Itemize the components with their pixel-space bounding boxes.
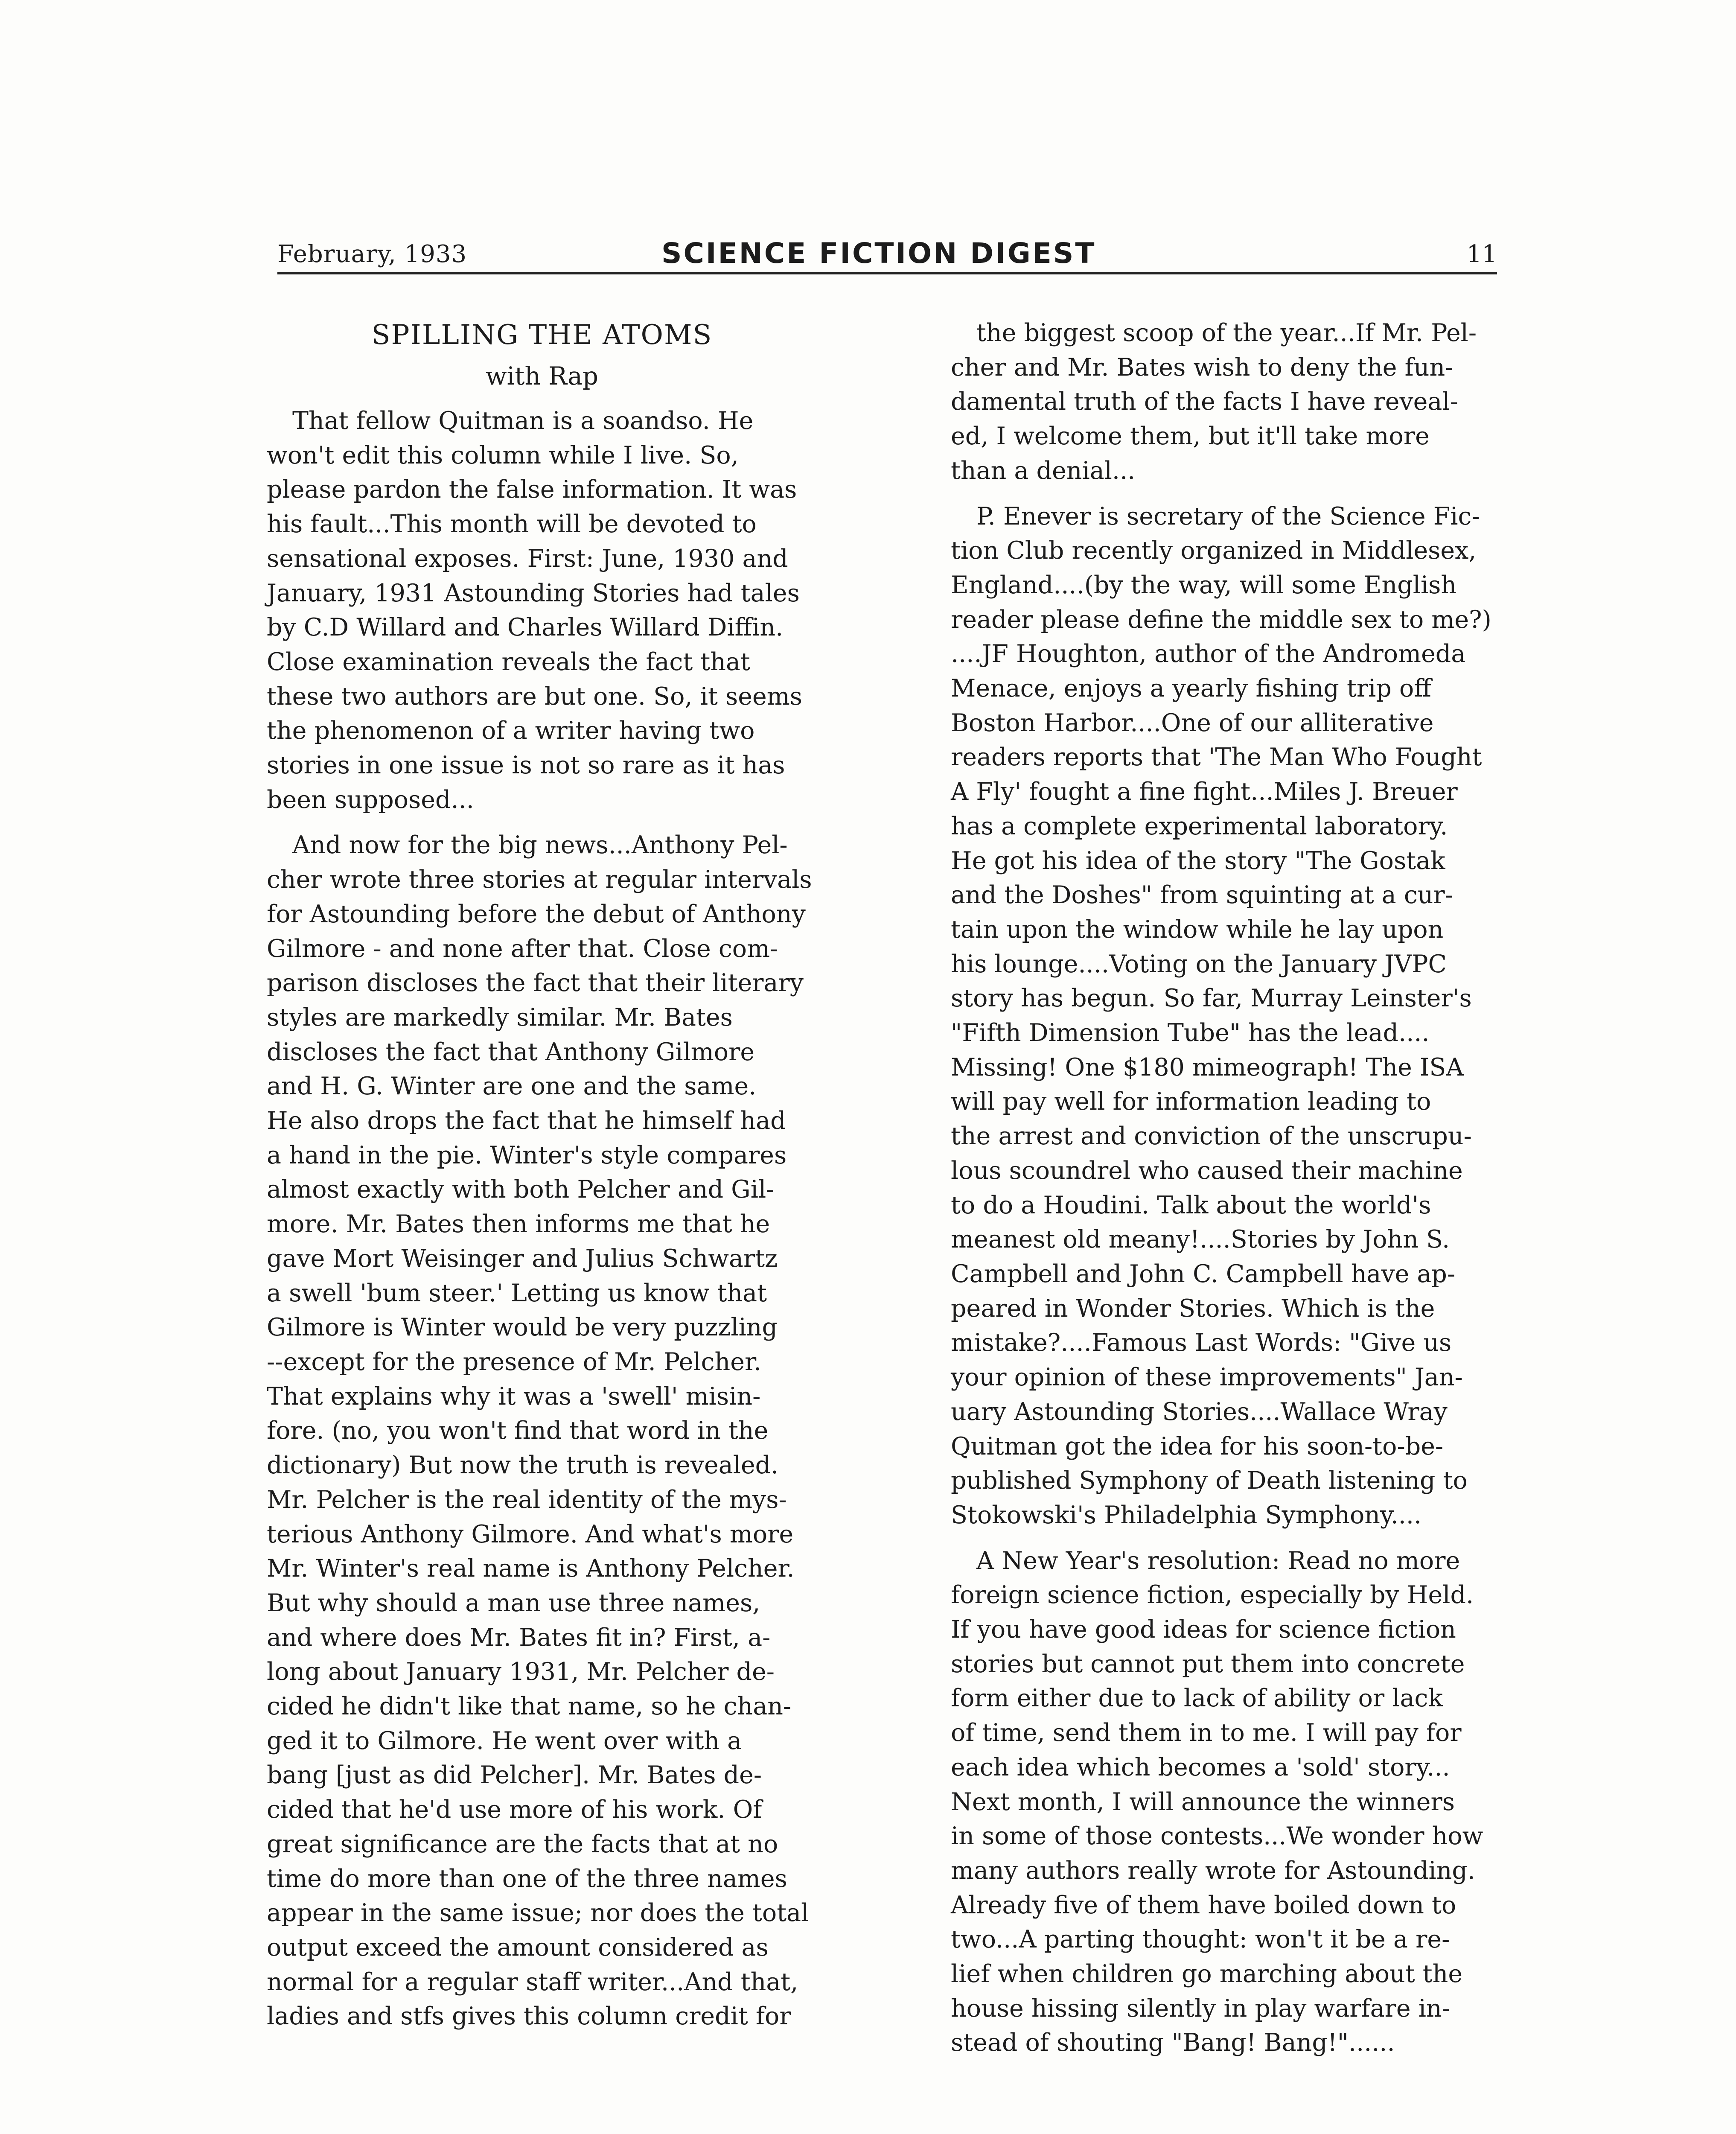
text-line: long about January 1931, Mr. Pelcher de- (267, 1658, 775, 1686)
text-line: output exceed the amount considered as (267, 1933, 769, 1962)
text-line: for Astounding before the debut of Anthony (267, 900, 806, 928)
text-line: won't edit this column while I live. So, (267, 441, 739, 469)
text-line: two...A parting thought: won't it be a re- (951, 1925, 1450, 1954)
text-line: A New Year's resolution: Read no more (976, 1546, 1460, 1575)
text-line: and where does Mr. Bates fit in? First, a- (267, 1623, 771, 1652)
text-line: lief when children go marching about the (951, 1960, 1463, 1988)
text-line: these two authors are but one. So, it seems (267, 682, 803, 711)
paragraph-gap (951, 1533, 1501, 1544)
text-line: He got his idea of the story "The Gostak (951, 846, 1445, 875)
text-line: uary Astounding Stories....Wallace Wray (951, 1397, 1448, 1426)
text-line: his fault...This month will be devoted to (267, 510, 757, 539)
text-line: Quitman got the idea for his soon-to-be- (951, 1432, 1444, 1461)
text-line: And now for the big news...Anthony Pel- (292, 831, 788, 860)
text-line: January, 1931 Astounding Stories had tales (267, 579, 800, 607)
text-line: the arrest and conviction of the unscrupu- (951, 1122, 1472, 1151)
text-line: That explains why it was a 'swell' misin- (267, 1382, 761, 1411)
text-line: terious Anthony Gilmore. And what's more (267, 1520, 794, 1548)
text-line: stories but cannot put them into concrete (951, 1650, 1465, 1678)
text-line: has a complete experimental laboratory. (951, 812, 1448, 840)
text-line: been supposed... (267, 785, 474, 814)
text-line: A Fly' fought a fine fight...Miles J. Breuer (951, 778, 1458, 806)
paragraph-gap (267, 817, 817, 828)
text-line: stories in one issue is not so rare as it has (267, 751, 785, 780)
text-line: normal for a regular staff writer...And that, (267, 1968, 798, 1996)
left-column (267, 316, 817, 2034)
text-line: than a denial... (951, 456, 1136, 485)
text-line: his lounge....Voting on the January JVPC (951, 950, 1447, 978)
text-line: cided he didn't like that name, so he chan- (267, 1692, 792, 1721)
text-line: lous scoundrel who caused their machine (951, 1156, 1463, 1185)
magazine-title: SCIENCE FICTION DIGEST (661, 237, 1096, 270)
text-line: a hand in the pie. Winter's style compares (267, 1141, 787, 1169)
text-line: form either due to lack of ability or lack (951, 1684, 1443, 1713)
text-line: in some of those contests...We wonder how (951, 1822, 1483, 1851)
text-line: Stokowski's Philadelphia Symphony.... (951, 1501, 1422, 1529)
text-line: tain upon the window while he lay upon (951, 915, 1444, 944)
text-line: Gilmore - and none after that. Close com- (267, 934, 778, 963)
text-line: --except for the presence of Mr. Pelcher. (267, 1347, 762, 1376)
text-line: more. Mr. Bates then informs me that he (267, 1210, 770, 1239)
text-line: many authors really wrote for Astounding. (951, 1856, 1476, 1885)
text-line: story has begun. So far, Murray Leinster's (951, 984, 1472, 1013)
article-byline: with Rap (485, 361, 598, 391)
paragraph-gap (951, 488, 1501, 499)
text-line: sensational exposes. First: June, 1930 and (267, 544, 788, 573)
text-line: cher wrote three stories at regular intervals (267, 866, 812, 894)
text-line: ....JF Houghton, author of the Andromeda (951, 640, 1466, 668)
text-line: gave Mort Weisinger and Julius Schwartz (267, 1244, 778, 1273)
text-line: published Symphony of Death listening to (951, 1466, 1468, 1495)
text-line: ed, I welcome them, but it'll take more (951, 422, 1430, 451)
issue-date: February, 1933 (277, 240, 467, 268)
text-line: will pay well for information leading to (951, 1087, 1431, 1116)
text-line: But why should a man use three names, (267, 1589, 760, 1617)
text-line: "Fifth Dimension Tube" has the lead.... (951, 1019, 1430, 1047)
text-line: He also drops the fact that he himself had (267, 1107, 786, 1135)
text-line: great significance are the facts that at no (267, 1830, 778, 1858)
text-line: each idea which becomes a 'sold' story... (951, 1753, 1450, 1781)
text-line: stead of shouting "Bang! Bang!"...... (951, 2029, 1395, 2057)
text-line: parison discloses the fact that their literary (267, 969, 804, 997)
text-line: That fellow Quitman is a soandso. He (292, 407, 754, 435)
text-line: discloses the fact that Anthony Gilmore (267, 1038, 755, 1066)
page-number: 11 (1466, 240, 1497, 268)
text-line: Campbell and John C. Campbell have ap- (951, 1259, 1456, 1288)
text-line: If you have good ideas for science fiction (951, 1615, 1456, 1644)
text-line: Missing! One $180 mimeograph! The ISA (951, 1053, 1464, 1082)
text-line: Mr. Pelcher is the real identity of the mys- (267, 1485, 787, 1514)
text-line: appear in the same issue; nor does the total (267, 1899, 809, 1927)
running-header (277, 234, 1497, 274)
text-line: Already five of them have boiled down to (951, 1891, 1456, 1919)
text-line: of time, send them in to me. I will pay for (951, 1719, 1462, 1747)
text-line: foreign science fiction, especially by Held. (951, 1581, 1474, 1609)
text-line: reader please define the middle sex to me?) (951, 605, 1491, 634)
text-line: and the Doshes" from squinting at a cur- (951, 881, 1453, 910)
text-line: and H. G. Winter are one and the same. (267, 1072, 757, 1101)
text-line: mistake?....Famous Last Words: "Give us (951, 1329, 1452, 1357)
text-line: almost exactly with both Pelcher and Gil- (267, 1175, 775, 1204)
text-line: Menace, enjoys a yearly fishing trip off (951, 674, 1431, 703)
text-line: Mr. Winter's real name is Anthony Pelcher. (267, 1554, 795, 1583)
text-line: styles are markedly similar. Mr. Bates (267, 1003, 733, 1032)
right-column (951, 316, 1501, 2060)
text-line: please pardon the false information. It was (267, 475, 797, 504)
text-line: Gilmore is Winter would be very puzzling (267, 1313, 778, 1342)
text-line: the biggest scoop of the year...If Mr. Pel- (976, 319, 1477, 347)
text-line: cided that he'd use more of his work. Of (267, 1796, 762, 1824)
text-line: house hissing silently in play warfare in- (951, 1994, 1450, 2023)
text-line: time do more than one of the three names (267, 1864, 787, 1893)
text-line: Boston Harbor....One of our alliterative (951, 708, 1434, 737)
text-line: England....(by the way, will some English (951, 571, 1457, 599)
text-line: dictionary) But now the truth is revealed. (267, 1451, 779, 1480)
text-line: fore. (no, you won't find that word in the (267, 1417, 769, 1445)
text-line: by C.D Willard and Charles Willard Diffin. (267, 613, 784, 642)
text-line: Close examination reveals the fact that (267, 647, 750, 676)
text-line: ladies and stfs gives this column credit for (267, 2002, 791, 2031)
text-line: damental truth of the facts I have reveal- (951, 388, 1458, 416)
text-line: Next month, I will announce the winners (951, 1787, 1455, 1816)
text-line: meanest old meany!....Stories by John S. (951, 1225, 1450, 1254)
text-line: cher and Mr. Bates wish to deny the fun- (951, 353, 1453, 382)
text-line: ged it to Gilmore. He went over with a (267, 1726, 742, 1755)
text-line: peared in Wonder Stories. Which is the (951, 1294, 1435, 1323)
text-line: the phenomenon of a writer having two (267, 717, 755, 745)
text-line: readers reports that 'The Man Who Fought (951, 743, 1482, 772)
text-line: bang [just as did Pelcher]. Mr. Bates de- (267, 1761, 762, 1790)
article-title: SPILLING THE ATOMS (371, 319, 713, 351)
text-line: a swell 'bum steer.' Letting us know that (267, 1279, 767, 1307)
text-line: tion Club recently organized in Middlesex, (951, 536, 1477, 565)
text-line: to do a Houdini. Talk about the world's (951, 1191, 1431, 1219)
text-line: your opinion of these improvements" Jan- (951, 1363, 1463, 1392)
text-line: P. Enever is secretary of the Science Fic- (976, 502, 1480, 531)
